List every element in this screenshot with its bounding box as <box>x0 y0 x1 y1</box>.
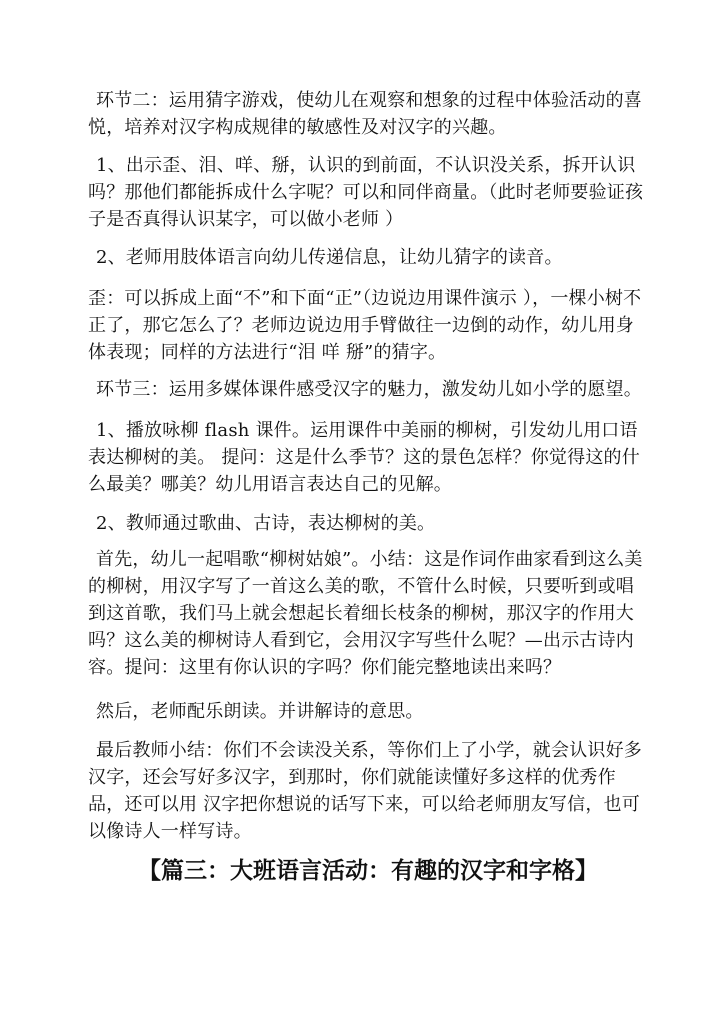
paragraph-flash-courseware: 1、播放咏柳 flash 课件。运用课件中美丽的柳树，引发幼儿用口语表达柳树的美。 提问：这是什么季节？这的景色怎样？你觉得这的什么最美？哪美？幼儿用语言表达自己的见解。 <box>88 420 640 495</box>
paragraph-step-two-body-language: 2、老师用肢体语言向幼儿传递信息，让幼儿猜字的读音。 <box>96 247 563 268</box>
paragraph-first-sing: 首先，幼儿一起唱歌“柳树姑娘”。小结：这是作词作曲家看到这么美的柳树，用汉字写了一首这么美的歌，不管什么时候，只要听到或唱到这首歌，我们马上就会想起长着细长枝条的柳树，那汉字的作用大吗？这么美的柳树诗人看到它，会用汉字写些什么呢？—出示古诗内容。提问：这里有你认识的字吗？你们能完整地读出来吗？ <box>88 549 643 678</box>
paragraph-final-summary: 最后教师小结：你们不会读没关系，等你们上了小学，就会认识好多汉字，还会写好多汉字，到那时，你们就能读懂好多这样的优秀作品，还可以用 汉字把你想说的话写下来，可以给老师朋友写信，也可以像诗人一样写诗。 <box>88 740 642 842</box>
paragraph-then-reading: 然后，老师配乐朗读。并讲解诗的意思。 <box>96 701 424 722</box>
section-heading: 【篇三：大班语言活动：有趣的汉字和字格】 <box>138 857 598 884</box>
paragraph-stage-two: 环节二：运用猜字游戏，使幼儿在观察和想象的过程中体验活动的喜悦，培养对汉字构成规律的敏感性及对汉字的兴趣。 <box>88 90 642 138</box>
paragraph-songs-poems: 2、教师通过歌曲、古诗，表达柳树的美。 <box>96 513 436 534</box>
paragraph-stage-three: 环节三：运用多媒体课件感受汉字的魅力，激发幼儿如小学的愿望。 <box>96 379 642 400</box>
paragraph-step-one-characters: 1、出示歪、泪、咩、掰，认识的到前面，不认识没关系，拆开认识吗？那他们都能拆成什么字呢？可以和同伴商量。（此时老师要验证孩子是否真得认识某字，可以做小老师 ） <box>88 155 644 230</box>
paragraph-wai-explanation: 歪：可以拆成上面“不”和下面“正”（边说边用课件演示 ），一棵小树不正了，那它怎么了？老师边说边用手臂做往一边倒的动作，幼儿用身体表现；同样的方法进行“泪 咩 掰”的猜字。 <box>88 288 642 363</box>
